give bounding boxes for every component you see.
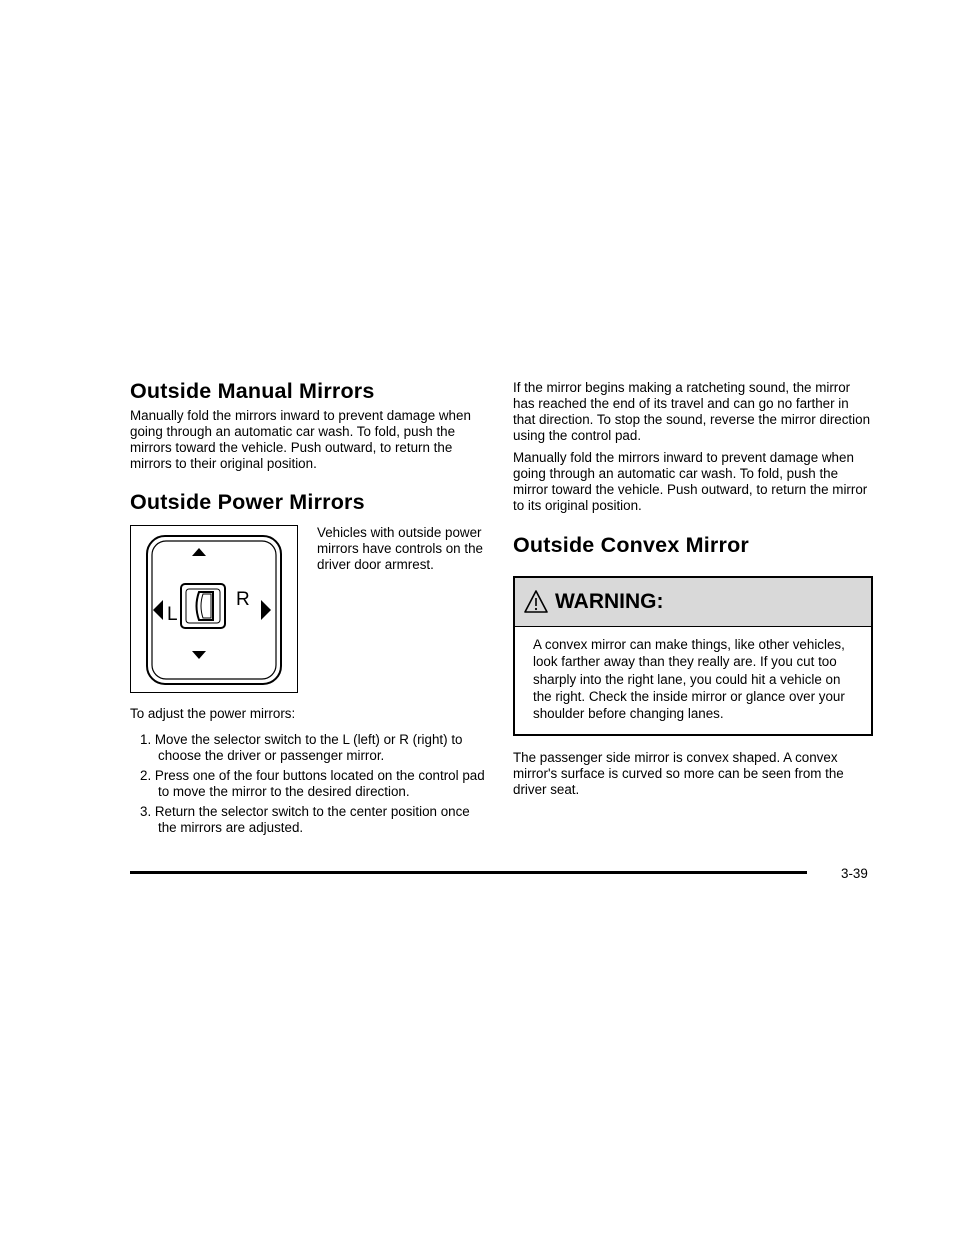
- list-item: 3. Return the selector switch to the center position once the mirrors are adjusted.: [140, 804, 470, 835]
- footer-rule: [130, 871, 807, 874]
- adjust-intro: To adjust the power mirrors:: [130, 706, 296, 721]
- paragraph-passenger-mirror: The passenger side mirror is convex shaped. A convex mirror's surface is curved so more can be seen from the driver seat.: [513, 750, 844, 798]
- mirror-control-figure: [130, 525, 298, 693]
- page-number: 3-39: [841, 866, 868, 881]
- left-arrow-icon: [153, 600, 163, 620]
- paragraph-manual-mirrors: Manually fold the mirrors inward to prevent damage when going through an automatic car wash. To fold, push the mirrors toward the vehicle. Push outward, to return the mirrors to their original position.: [130, 408, 471, 471]
- up-arrow-icon: [192, 548, 206, 556]
- heading-outside-power-mirrors: Outside Power Mirrors: [130, 490, 365, 514]
- figure-right-letter: R: [236, 589, 250, 610]
- warning-text: A convex mirror can make things, like other vehicles, look farther away than they really are. If you cut too sharply into the right lane, you could hit a vehicle on the right. Check the inside mirror or glance over your shoulder before changing lanes.: [533, 637, 845, 722]
- paragraph-ratcheting: If the mirror begins making a ratcheting sound, the mirror has reached the end of its travel and can go no farther in that direction. To stop the sound, reverse the mirror direction using the control pad.: [513, 380, 871, 443]
- warning-body: [515, 627, 871, 734]
- adjust-steps-list: [130, 732, 490, 836]
- figure-left-letter: L: [167, 604, 178, 625]
- power-mirror-figure-row: [130, 525, 490, 693]
- warning-header: [515, 578, 871, 627]
- left-column: [130, 378, 490, 840]
- heading-outside-manual-mirrors: Outside Manual Mirrors: [130, 379, 375, 403]
- paragraph-manual-fold: Manually fold the mirrors inward to prevent damage when going through an automatic car wash. To fold, push the mirror toward the vehicle. Push outward, to return the mirror to its original position.: [513, 450, 868, 513]
- warning-title: WARNING:: [555, 590, 664, 613]
- down-arrow-icon: [192, 651, 206, 659]
- list-item: 1. Move the selector switch to the L (left) or R (right) to choose the driver or passenger mirror.: [140, 732, 463, 763]
- list-item: 2. Press one of the four buttons located on the control pad to move the mirror to the desired direction.: [140, 768, 485, 799]
- heading-outside-convex-mirror: Outside Convex Mirror: [513, 533, 749, 557]
- right-arrow-icon: [261, 600, 271, 620]
- figure-caption: Vehicles with outside power mirrors have controls on the driver door armrest.: [317, 525, 483, 572]
- mirror-control-pad-illustration: [131, 526, 297, 692]
- warning-triangle-icon: [523, 589, 549, 615]
- right-column: [513, 380, 873, 798]
- warning-box: [513, 576, 873, 736]
